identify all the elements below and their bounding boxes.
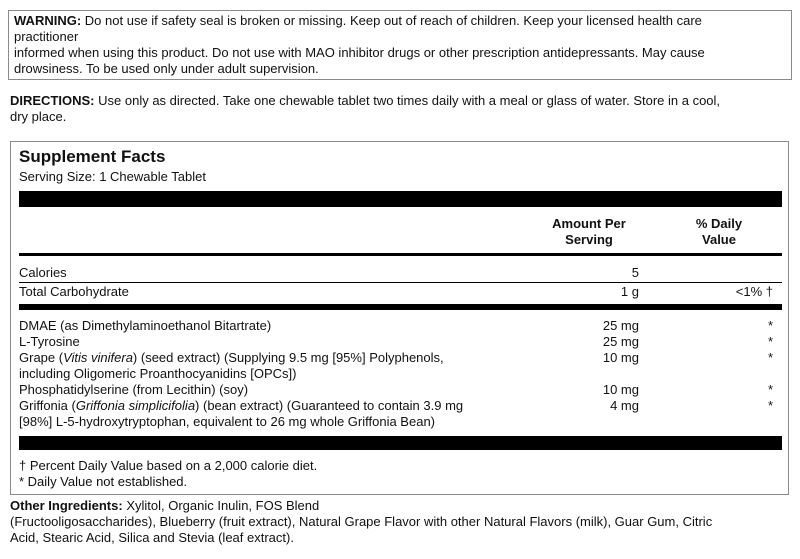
calories-label: Calories <box>19 265 67 280</box>
carb-label: Total Carbohydrate <box>19 284 129 299</box>
ingredient-name: DMAE (as Dimethylaminoethanol Bitartrate) <box>19 318 272 333</box>
serving-size: Serving Size: 1 Chewable Tablet <box>19 169 206 184</box>
warning-text-1: Do not use if safety seal is broken or missing. Keep out of reach of children. Keep your licensed health care <box>84 13 702 28</box>
ingredient-name-line2: including Oligomeric Proanthocyanidins [OPCs]) <box>19 366 297 381</box>
ingredients-label: Other Ingredients: <box>10 498 123 513</box>
col-header-amount-line1: Amount Per <box>552 216 626 231</box>
carb-amount: 1 g <box>620 284 639 299</box>
ingredient-dv: * <box>767 398 773 413</box>
col-header-amount <box>531 216 647 248</box>
thick-divider-top <box>19 191 782 207</box>
col-header-amount-line2: Serving <box>565 232 613 247</box>
ingredient-name <box>19 398 463 414</box>
ingredients-line-1 <box>10 498 792 514</box>
supplement-facts-panel <box>10 141 789 495</box>
carb-dv: <1% † <box>735 284 773 299</box>
warning-line-4: drowsiness. To be used only under adult supervision. <box>14 61 319 76</box>
footnote-daily-value: † Percent Daily Value based on a 2,000 calorie diet. <box>19 458 318 473</box>
warning-box <box>8 10 792 80</box>
directions-text: Use only as directed. Take one chewable tablet two times daily with a meal or glass of water. Store in a cool, <box>98 93 721 108</box>
thick-divider-middle <box>19 304 782 310</box>
name-pre: Griffonia ( <box>19 398 76 413</box>
other-ingredients <box>10 498 792 546</box>
ingredient-name: Phosphatidylserine (from Lecithin) (soy) <box>19 382 249 397</box>
ingredient-amount: 4 mg <box>610 398 639 413</box>
ingredient-amount: 25 mg <box>602 318 639 333</box>
thin-divider <box>19 282 782 283</box>
warning-line-1 <box>14 13 786 29</box>
directions <box>10 93 790 125</box>
calories-value: 5 <box>631 265 639 280</box>
name-italic: Vitis vinifera <box>63 350 133 365</box>
facts-title: Supplement Facts <box>19 147 166 166</box>
ingredient-name <box>19 350 444 366</box>
col-header-dv-line2: Value <box>702 232 736 247</box>
ingredient-amount: 10 mg <box>602 350 639 365</box>
thick-divider-bottom <box>19 436 782 450</box>
warning-label: WARNING: <box>14 13 82 28</box>
medium-divider <box>19 253 782 256</box>
ingredient-dv: * <box>767 350 773 365</box>
ingredient-amount: 10 mg <box>602 382 639 397</box>
ingredients-text-1: Xylitol, Organic Inulin, FOS Blend <box>126 498 320 513</box>
ingredient-name: L-Tyrosine <box>19 334 80 349</box>
directions-label: DIRECTIONS: <box>10 93 95 108</box>
directions-line-1 <box>10 93 790 109</box>
name-pre: Grape ( <box>19 350 64 365</box>
warning-line-3: informed when using this product. Do not use with MAO inhibitor drugs or other prescription antidepressants. May cause <box>14 45 705 60</box>
warning-line-2: practitioner <box>14 29 79 44</box>
ingredient-name-line2: [98%] L-5-hydroxytryptophan, equivalent to 26 mg whole Griffonia Bean) <box>19 414 435 429</box>
ingredient-dv: * <box>767 318 773 333</box>
name-italic: Griffonia simplicifolia <box>75 398 196 413</box>
col-header-daily-value <box>679 216 759 248</box>
name-post: ) (bean extract) (Guaranteed to contain 3.9 mg <box>195 398 464 413</box>
footnote-not-established: * Daily Value not established. <box>19 474 188 489</box>
col-header-dv-line1: % Daily <box>695 216 743 231</box>
directions-line-2: dry place. <box>10 109 67 124</box>
ingredients-line-2: (Fructooligosaccharides), Blueberry (fruit extract), Natural Grape Flavor with other Natural Flavors (milk), Guar Gum, Citric <box>10 514 713 529</box>
name-post: ) (seed extract) (Supplying 9.5 mg [95%] Polyphenols, <box>132 350 444 365</box>
ingredients-line-3: Acid, Stearic Acid, Silica and Stevia (leaf extract). <box>10 530 294 545</box>
ingredient-dv: * <box>767 382 773 397</box>
ingredient-dv: * <box>767 334 773 349</box>
ingredient-amount: 25 mg <box>602 334 639 349</box>
